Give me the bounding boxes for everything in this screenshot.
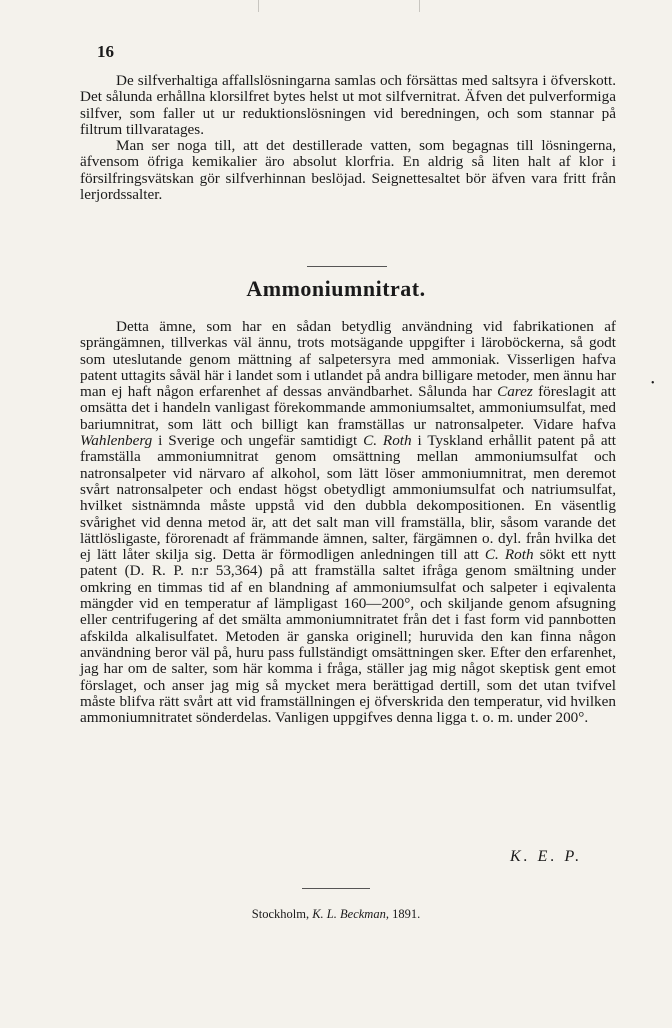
body-text-part-1: Detta ämne, som har en sådan betydlig användning vid fabrikationen af sprängämnen, tillverkas väl ännu, trots motsägande uppgifter i läroböckerna, så godt som uteslutande genom mättning af salpetersyra med ammoniak. Visserligen hafva patent uttagits såväl här i landet som i utlandet på andra billigare metoder, men ännu har man ej haft någon erfarenhet af dessas användbarhet. Sålunda har	[80, 318, 616, 401]
printer-imprint	[0, 907, 672, 922]
author-name-roth: C. Roth	[363, 432, 412, 450]
body-paragraph	[80, 319, 616, 726]
body-text-part-4: i Tyskland erhållit patent på att framställa ammoniumnitrat genom omsättning mellan ammoniumsulfat och natronsalpeter vid närvaro af alkohol, som lätt löser ammoniumnitrat, men deremot svårt natronsalpeter och endast högst obetydligt ammoniumsulfat och natriumsulfat, hvilket sistnämnda måste uppstå vid den dubbla dekompositionen. En väsentlig svårighet vid denna metod är, att det salt man vill framställa, blir, såsom varande det lättlösligaste, förorenadt af främmande ämnen, salter, färgämnen o. dyl. från hvilka det ej lätt låter skilja sig. Detta är förmodligen anledningen till att	[80, 432, 617, 564]
author-name-roth-2: C. Roth	[484, 546, 534, 564]
author-name-carez: Carez	[497, 383, 533, 401]
imprint-year: 1891.	[392, 907, 421, 921]
intro-text	[80, 73, 616, 203]
body-text-part-5: sökt ett nytt patent (D. R. P. n:r 53,364) på att framställa saltet ifråga genom smältning under omkring en timmas tid af en blandning af ammoniumsulfat och salpeter i eqivalenta mängder vid en temperatur af lämpligast 160—200°, och skiljande genom afsugning eller centrifugering af det smälta ammoniumnitratet från det i fast form vid pannbotten afskilda alkalisulfatet. Metoden är ganska originell; huruvida den kan finna någon användning beror väl på, huru pass fullständigt omsättningen sker. Efter den erfarenhet, jag har om de salter, som här komma i fråga, ställer jag mig något skeptisk gent emot förslaget, och anser jag mig så mycket mera berättigad dertill, som det utan tvifvel måste blifva rätt svårt att vid framställningen ej öfverskrida den temperatur, vid hvilken ammoniumnitratet sönderdelas. Vanligen uppgifves denna ligga t. o. m. under 200°.	[80, 546, 617, 727]
section-divider	[307, 266, 387, 267]
author-name-wahlenberg: Wahlenberg	[80, 432, 153, 450]
body-text-part-2: föreslagit att omsätta det i handeln vanligast förekommande ammoniumsaltet, ammoniumsulfat, med bariumnitrat, som lätt och billigt kan framställas ur natronsalpeter. Vidare hafva	[80, 383, 616, 433]
section-title: Ammoniumnitrat.	[246, 276, 426, 301]
top-binding-rule	[258, 0, 420, 12]
page-number: 16	[97, 42, 114, 61]
footer-divider	[302, 888, 370, 889]
imprint-city: Stockholm,	[251, 907, 310, 921]
author-signature: K. E. P.	[510, 848, 583, 865]
imprint-printer: K. L. Beckman,	[312, 907, 389, 921]
section-body	[80, 319, 616, 726]
margin-mark-icon: •	[651, 378, 655, 389]
intro-paragraph-2: Man ser noga till, att det destillerade vatten, som begagnas till lösningerna, äfvensom öfriga kemikalier äro absolut klorfria. En aldrig så liten halt af klor i försilfringsvätskan gör silfverhinnan beslöjad. Seignettesaltet bör äfven vara fritt från lerjordssalter.	[80, 137, 616, 204]
intro-paragraph-1: De silfverhaltiga affallslösningarna samlas och försättas med saltsyra i öfverskott. Det sålunda erhållna klorsilfret bytes helst ut mot silfvernitrat. Äfven det pulverformiga silfver, som faller ut ur reduktionslösningen vid beredningen, och som stannar på filtrum tillvaratages.	[80, 72, 616, 138]
body-text-part-3: i Sverige och ungefär samtidigt	[152, 432, 364, 450]
